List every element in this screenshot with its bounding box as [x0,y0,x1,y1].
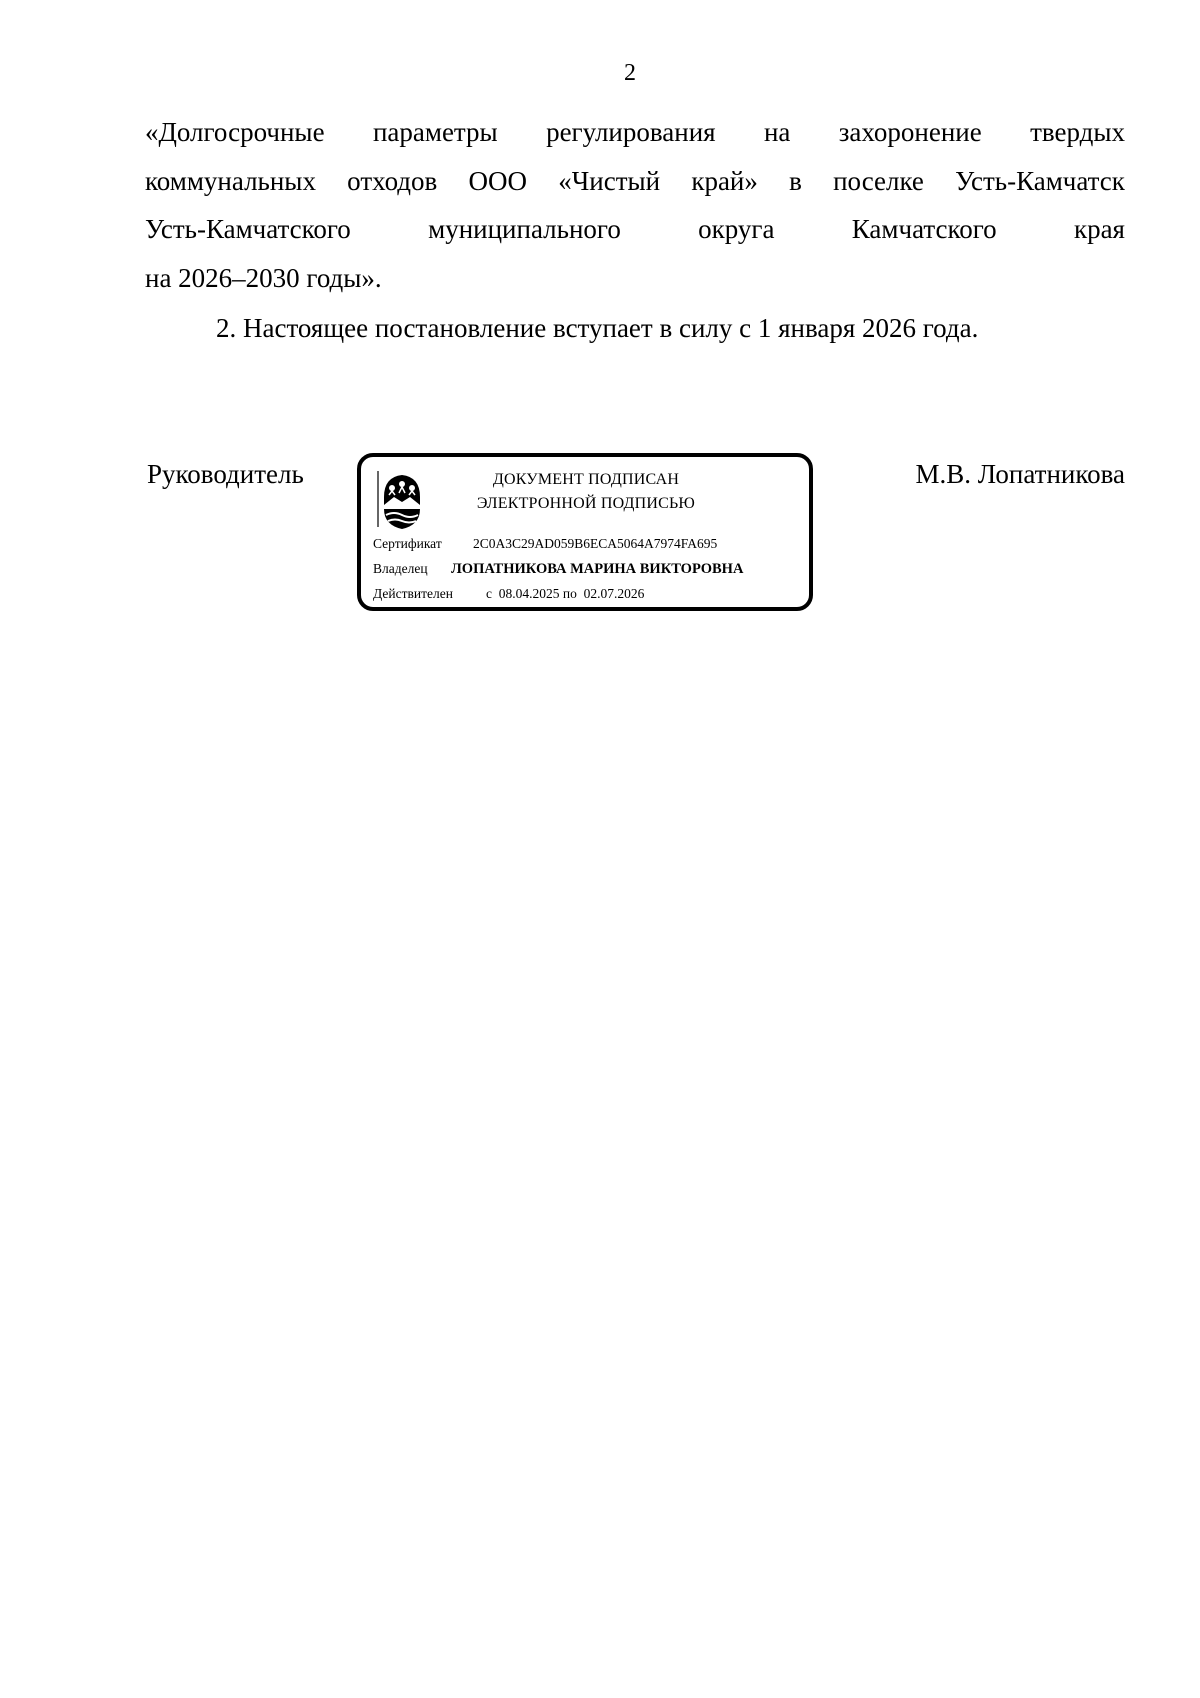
electronic-signature-stamp [357,453,813,611]
word: Камчатского [851,214,997,244]
paragraph-1 [145,108,1125,302]
signer-title: Руководитель [147,459,304,489]
kamchatka-coat-of-arms-icon [376,469,428,531]
word: округа [698,214,775,244]
certificate-value: 2C0A3C29AD059B6ECA5064A7974FA695 [473,536,718,551]
owner-label: Владелец [373,561,428,576]
word: на [763,117,791,147]
stamp-certificate-row [373,534,717,554]
word: край» [691,165,758,196]
page-number: 2 [624,60,636,86]
word: Усть-Камчатского [145,214,351,244]
word: коммунальных [145,165,316,196]
stamp-heading-line-1: ДОКУМЕНТ ПОДПИСАН [492,471,680,488]
stamp-heading [441,468,731,516]
paragraph-1-line-2 [145,157,1125,206]
validity-label: Действителен [373,586,453,601]
word: захоронение [838,117,982,147]
stamp-heading-line-2: ЭЛЕКТРОННОЙ ПОДПИСЬЮ [476,495,696,512]
word: регулирования [546,117,716,147]
word: в [789,165,802,196]
signer-name: М.В. Лопатникова [915,459,1125,489]
owner-value: ЛОПАТНИКОВА МАРИНА ВИКТОРОВНА [451,561,744,577]
word: ООО [468,165,528,196]
word: твердых [1030,117,1125,147]
word: отходов [347,165,438,196]
stamp-owner-row [373,559,743,579]
word: «Долгосрочные [145,117,325,147]
paragraph-1-line-1 [145,108,1125,157]
word: Усть-Камчатск [955,165,1125,196]
word: муниципального [428,214,621,244]
word: поселке [833,165,924,196]
paragraph-1-line-3 [145,205,1125,254]
certificate-label: Сертификат [373,536,442,551]
word: края [1073,214,1125,244]
paragraph-1-line-4: на 2026–2030 годы». [145,262,382,293]
validity-value: с 08.04.2025 по 02.07.2026 [486,586,645,601]
paragraph-2: 2. Настоящее постановление вступает в силу с 1 января 2026 года. [216,313,979,343]
stamp-validity-row [373,584,644,604]
word: параметры [372,117,498,147]
word: «Чистый [558,165,661,196]
